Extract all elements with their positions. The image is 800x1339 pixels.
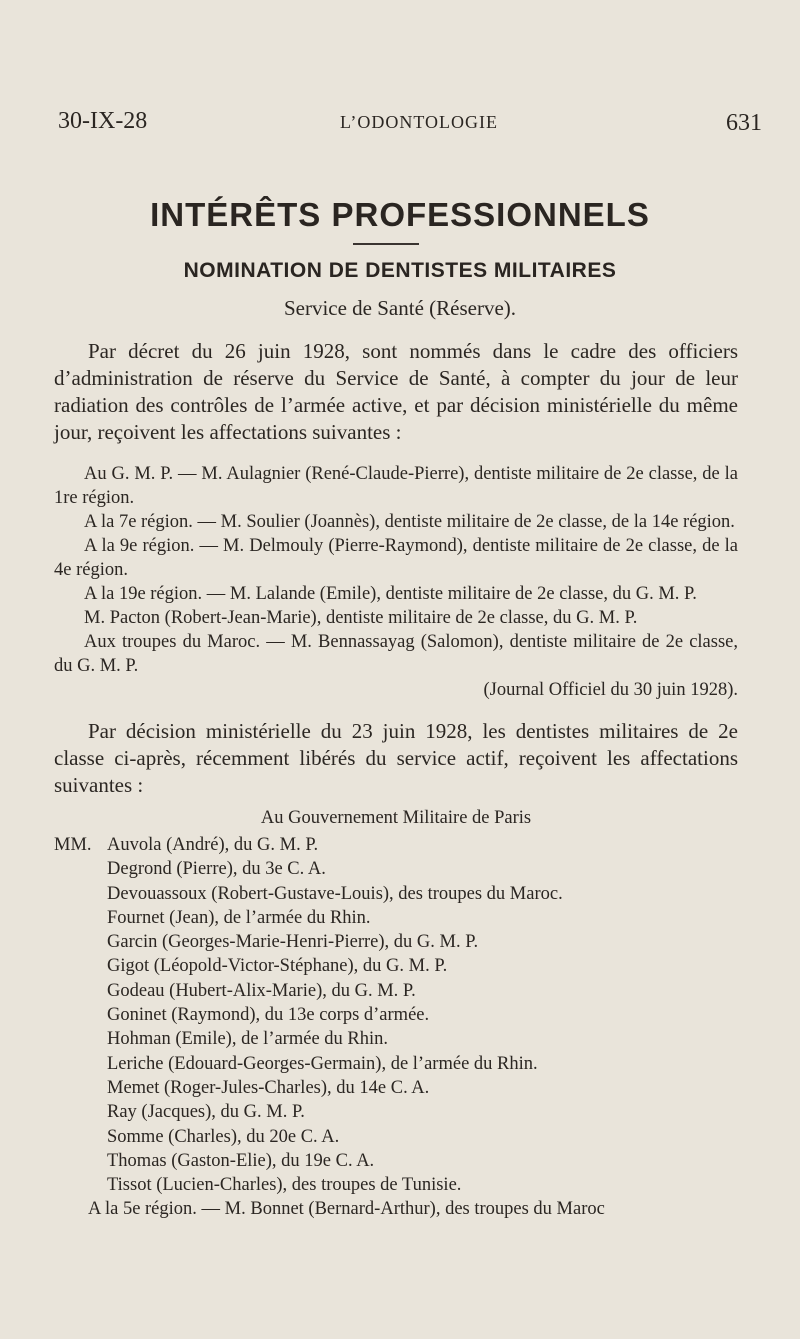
running-header	[58, 108, 762, 140]
issue-date: 30-IX-28	[58, 108, 148, 134]
mm-label: MM.	[54, 835, 92, 855]
list-item: Godeau (Hubert-Alix-Marie), du G. M. P.	[107, 980, 416, 1001]
list-item: Tissot (Lucien-Charles), des troupes de Tunisie.	[107, 1175, 462, 1196]
assignment-item: A la 7e région. — M. Soulier (Joannès), dentiste militaire de 2e classe, de la 14e région.	[84, 512, 735, 532]
service-heading: Service de Santé (Réserve).	[283, 296, 517, 320]
decision-paragraph: Par décision ministérielle du 23 juin 1928, les dentistes militaires de 2e classe ci-après, récemment libérés du service actif, reçoivent les affectations suivantes :	[54, 719, 738, 797]
page-number: 631	[726, 110, 762, 136]
list-item: Memet (Roger-Jules-Charles), du 14e C. A.	[107, 1077, 430, 1098]
list-item: Devouassoux (Robert-Gustave-Louis), des troupes du Maroc.	[107, 883, 563, 904]
assignment-item: Au G. M. P. — M. Aulagnier (René-Claude-Pierre), dentiste militaire de 2e classe, de la 1re région.	[54, 464, 738, 508]
article-body	[54, 338, 738, 1221]
source-citation: (Journal Officiel du 30 juin 1928).	[483, 680, 738, 700]
assignment-item: M. Pacton (Robert-Jean-Marie), dentiste militaire de 2e classe, du G. M. P.	[84, 608, 638, 628]
section-title: INTÉRÊTS PROFESSIONNELS	[150, 196, 650, 233]
names-list	[54, 833, 738, 1197]
assignment-item: A la 19e région. — M. Lalande (Emile), dentiste militaire de 2e classe, du G. M. P.	[84, 584, 697, 604]
list-item: Garcin (Georges-Marie-Henri-Pierre), du G. M. P.	[107, 932, 479, 953]
journal-name: L’ODONTOLOGIE	[340, 112, 498, 132]
list-item: Thomas (Gaston-Elie), du 19e C. A.	[107, 1150, 375, 1171]
list-item: Fournet (Jean), de l’armée du Rhin.	[107, 907, 371, 928]
title-rule	[353, 243, 419, 245]
list-item: Hohman (Emile), de l’armée du Rhin.	[107, 1029, 389, 1050]
list-item	[54, 833, 738, 857]
list-item: Gigot (Léopold-Victor-Stéphane), du G. M. P.	[107, 956, 448, 977]
list-item: Ray (Jacques), du G. M. P.	[107, 1102, 305, 1123]
list-item: Degrond (Pierre), du 3e C. A.	[107, 859, 326, 880]
list-item: Goninet (Raymond), du 13e corps d’armée.	[107, 1005, 430, 1026]
decree-paragraph: Par décret du 26 juin 1928, sont nommés dans le cadre des officiers d’administration de réserve du Service de Santé, à compter du jour de leur radiation des contrôles de l’armée active, et par décision ministérielle du même jour, reçoivent les affectations suivantes :	[54, 339, 738, 444]
article-title: NOMINATION DE DENTISTES MILITAIRES	[183, 259, 617, 282]
list-item: Somme (Charles), du 20e C. A.	[107, 1126, 340, 1147]
name-entry: Auvola (André), du G. M. P.	[107, 835, 319, 855]
assignment-item: A la 9e région. — M. Delmouly (Pierre-Raymond), dentiste militaire de 2e classe, de la 4e région.	[54, 536, 738, 580]
final-assignment: A la 5e région. — M. Bonnet (Bernard-Arthur), des troupes du Maroc	[88, 1199, 605, 1220]
assignment-item: Aux troupes du Maroc. — M. Bennassayag (Salomon), dentiste militaire de 2e classe, du G. M. P.	[54, 632, 738, 676]
assignment-list	[54, 462, 738, 678]
gouvernement-heading: Au Gouvernement Militaire de Paris	[260, 808, 532, 828]
list-item: Leriche (Edouard-Georges-Germain), de l’armée du Rhin.	[107, 1053, 538, 1074]
